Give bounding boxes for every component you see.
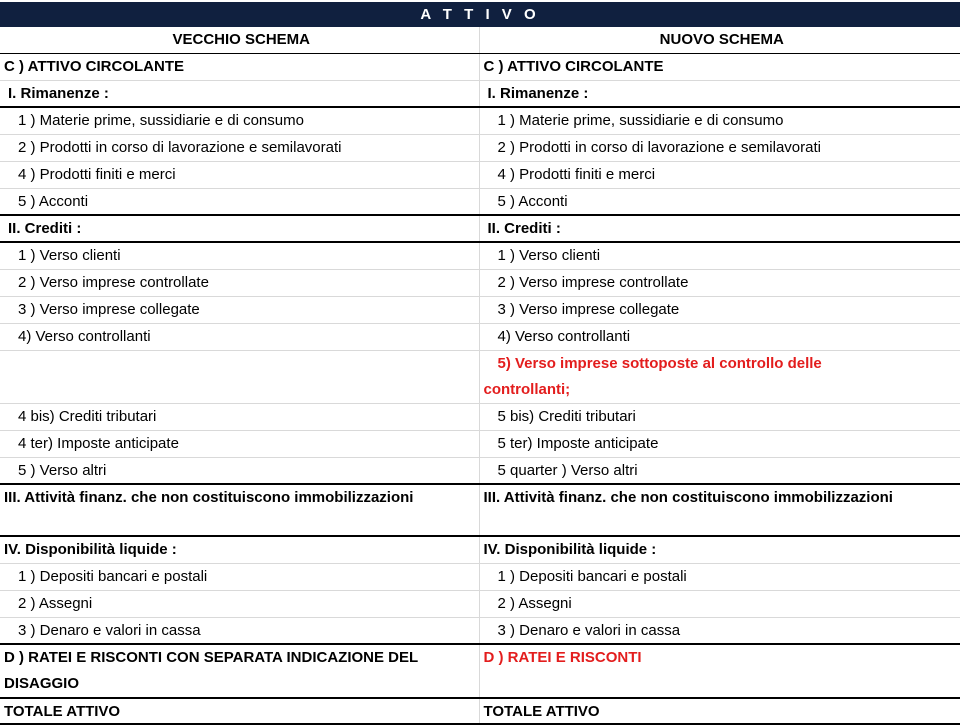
- table-row: [0, 53, 960, 80]
- table-row: [0, 269, 960, 296]
- old-cell: 4 ter) Imposte anticipate: [0, 430, 479, 457]
- table-row: [0, 80, 960, 107]
- new-cell: 5 bis) Crediti tributari: [479, 403, 960, 430]
- table-row: [0, 107, 960, 134]
- new-cell: 5 ) Acconti: [479, 188, 960, 215]
- new-cell: 1 ) Verso clienti: [479, 242, 960, 269]
- new-cell: C ) ATTIVO CIRCOLANTE: [479, 53, 960, 80]
- table-row: [0, 215, 960, 242]
- new-cell: 3 ) Verso imprese collegate: [479, 296, 960, 323]
- new-cell: III. Attività finanz. che non costituiscono immobilizzazioni: [479, 484, 960, 536]
- old-cell: 1 ) Depositi bancari e postali: [0, 563, 479, 590]
- new-cell: IV. Disponibilità liquide :: [479, 536, 960, 563]
- old-cell-empty: [0, 350, 479, 403]
- new-total: TOTALE ATTIVO: [479, 698, 960, 724]
- table-row: [0, 484, 960, 536]
- ratei-new: D ) RATEI E RISCONTI: [484, 645, 960, 671]
- old-cell: 2 ) Prodotti in corso di lavorazione e semilavorati: [0, 134, 479, 161]
- table-row: [0, 563, 960, 590]
- old-cell: II. Crediti :: [0, 215, 479, 242]
- added-item-line1: 5) Verso imprese sottoposte al controllo delle: [484, 351, 960, 377]
- new-schema-header: NUOVO SCHEMA: [479, 27, 960, 53]
- old-schema-header: VECCHIO SCHEMA: [0, 27, 479, 53]
- old-cell: 3 ) Denaro e valori in cassa: [0, 617, 479, 644]
- table-row: [0, 350, 960, 403]
- old-cell: 5 ) Acconti: [0, 188, 479, 215]
- old-cell: I. Rimanenze :: [0, 80, 479, 107]
- new-cell: 2 ) Verso imprese controllate: [479, 269, 960, 296]
- new-cell-added-item: [479, 350, 960, 403]
- table-row: [0, 296, 960, 323]
- new-cell: 2 ) Prodotti in corso di lavorazione e semilavorati: [479, 134, 960, 161]
- new-cell: 5 quarter ) Verso altri: [479, 457, 960, 484]
- old-cell: 3 ) Verso imprese collegate: [0, 296, 479, 323]
- old-cell: IV. Disponibilità liquide :: [0, 536, 479, 563]
- new-cell: 1 ) Materie prime, sussidiarie e di consumo: [479, 107, 960, 134]
- new-cell: 2 ) Assegni: [479, 590, 960, 617]
- new-cell: 3 ) Denaro e valori in cassa: [479, 617, 960, 644]
- table-row: [0, 430, 960, 457]
- old-cell: III. Attività finanz. che non costituiscono immobilizzazioni: [0, 484, 479, 536]
- table-row: [0, 403, 960, 430]
- new-cell-ratei: [479, 644, 960, 698]
- new-cell: 5 ter) Imposte anticipate: [479, 430, 960, 457]
- table-row: [0, 457, 960, 484]
- table-row: [0, 536, 960, 563]
- total-row: [0, 698, 960, 724]
- table-row: [0, 323, 960, 350]
- old-cell: 4) Verso controllanti: [0, 323, 479, 350]
- new-cell: 1 ) Depositi bancari e postali: [479, 563, 960, 590]
- table-title: A T T I V O: [0, 2, 960, 27]
- ratei-old-line1: D ) RATEI E RISCONTI CON SEPARATA INDICAZIONE DEL: [4, 645, 479, 671]
- added-item-line2: controllanti;: [484, 377, 960, 403]
- old-cell: 4 bis) Crediti tributari: [0, 403, 479, 430]
- old-cell: 2 ) Assegni: [0, 590, 479, 617]
- new-cell: II. Crediti :: [479, 215, 960, 242]
- table-row: [0, 590, 960, 617]
- old-cell: C ) ATTIVO CIRCOLANTE: [0, 53, 479, 80]
- old-cell: 4 ) Prodotti finiti e merci: [0, 161, 479, 188]
- table-row: [0, 242, 960, 269]
- old-cell: 1 ) Verso clienti: [0, 242, 479, 269]
- old-cell: 2 ) Verso imprese controllate: [0, 269, 479, 296]
- comparison-table: [0, 27, 960, 725]
- old-cell: 5 ) Verso altri: [0, 457, 479, 484]
- table-row: [0, 161, 960, 188]
- old-total: TOTALE ATTIVO: [0, 698, 479, 724]
- table-row: [0, 188, 960, 215]
- table-row: [0, 617, 960, 644]
- ratei-old-line2: DISAGGIO: [4, 671, 479, 697]
- header-row: [0, 27, 960, 53]
- new-cell: 4) Verso controllanti: [479, 323, 960, 350]
- table-row: [0, 644, 960, 698]
- new-cell: 4 ) Prodotti finiti e merci: [479, 161, 960, 188]
- new-cell: I. Rimanenze :: [479, 80, 960, 107]
- old-cell-ratei: [0, 644, 479, 698]
- old-cell: 1 ) Materie prime, sussidiarie e di consumo: [0, 107, 479, 134]
- table-row: [0, 134, 960, 161]
